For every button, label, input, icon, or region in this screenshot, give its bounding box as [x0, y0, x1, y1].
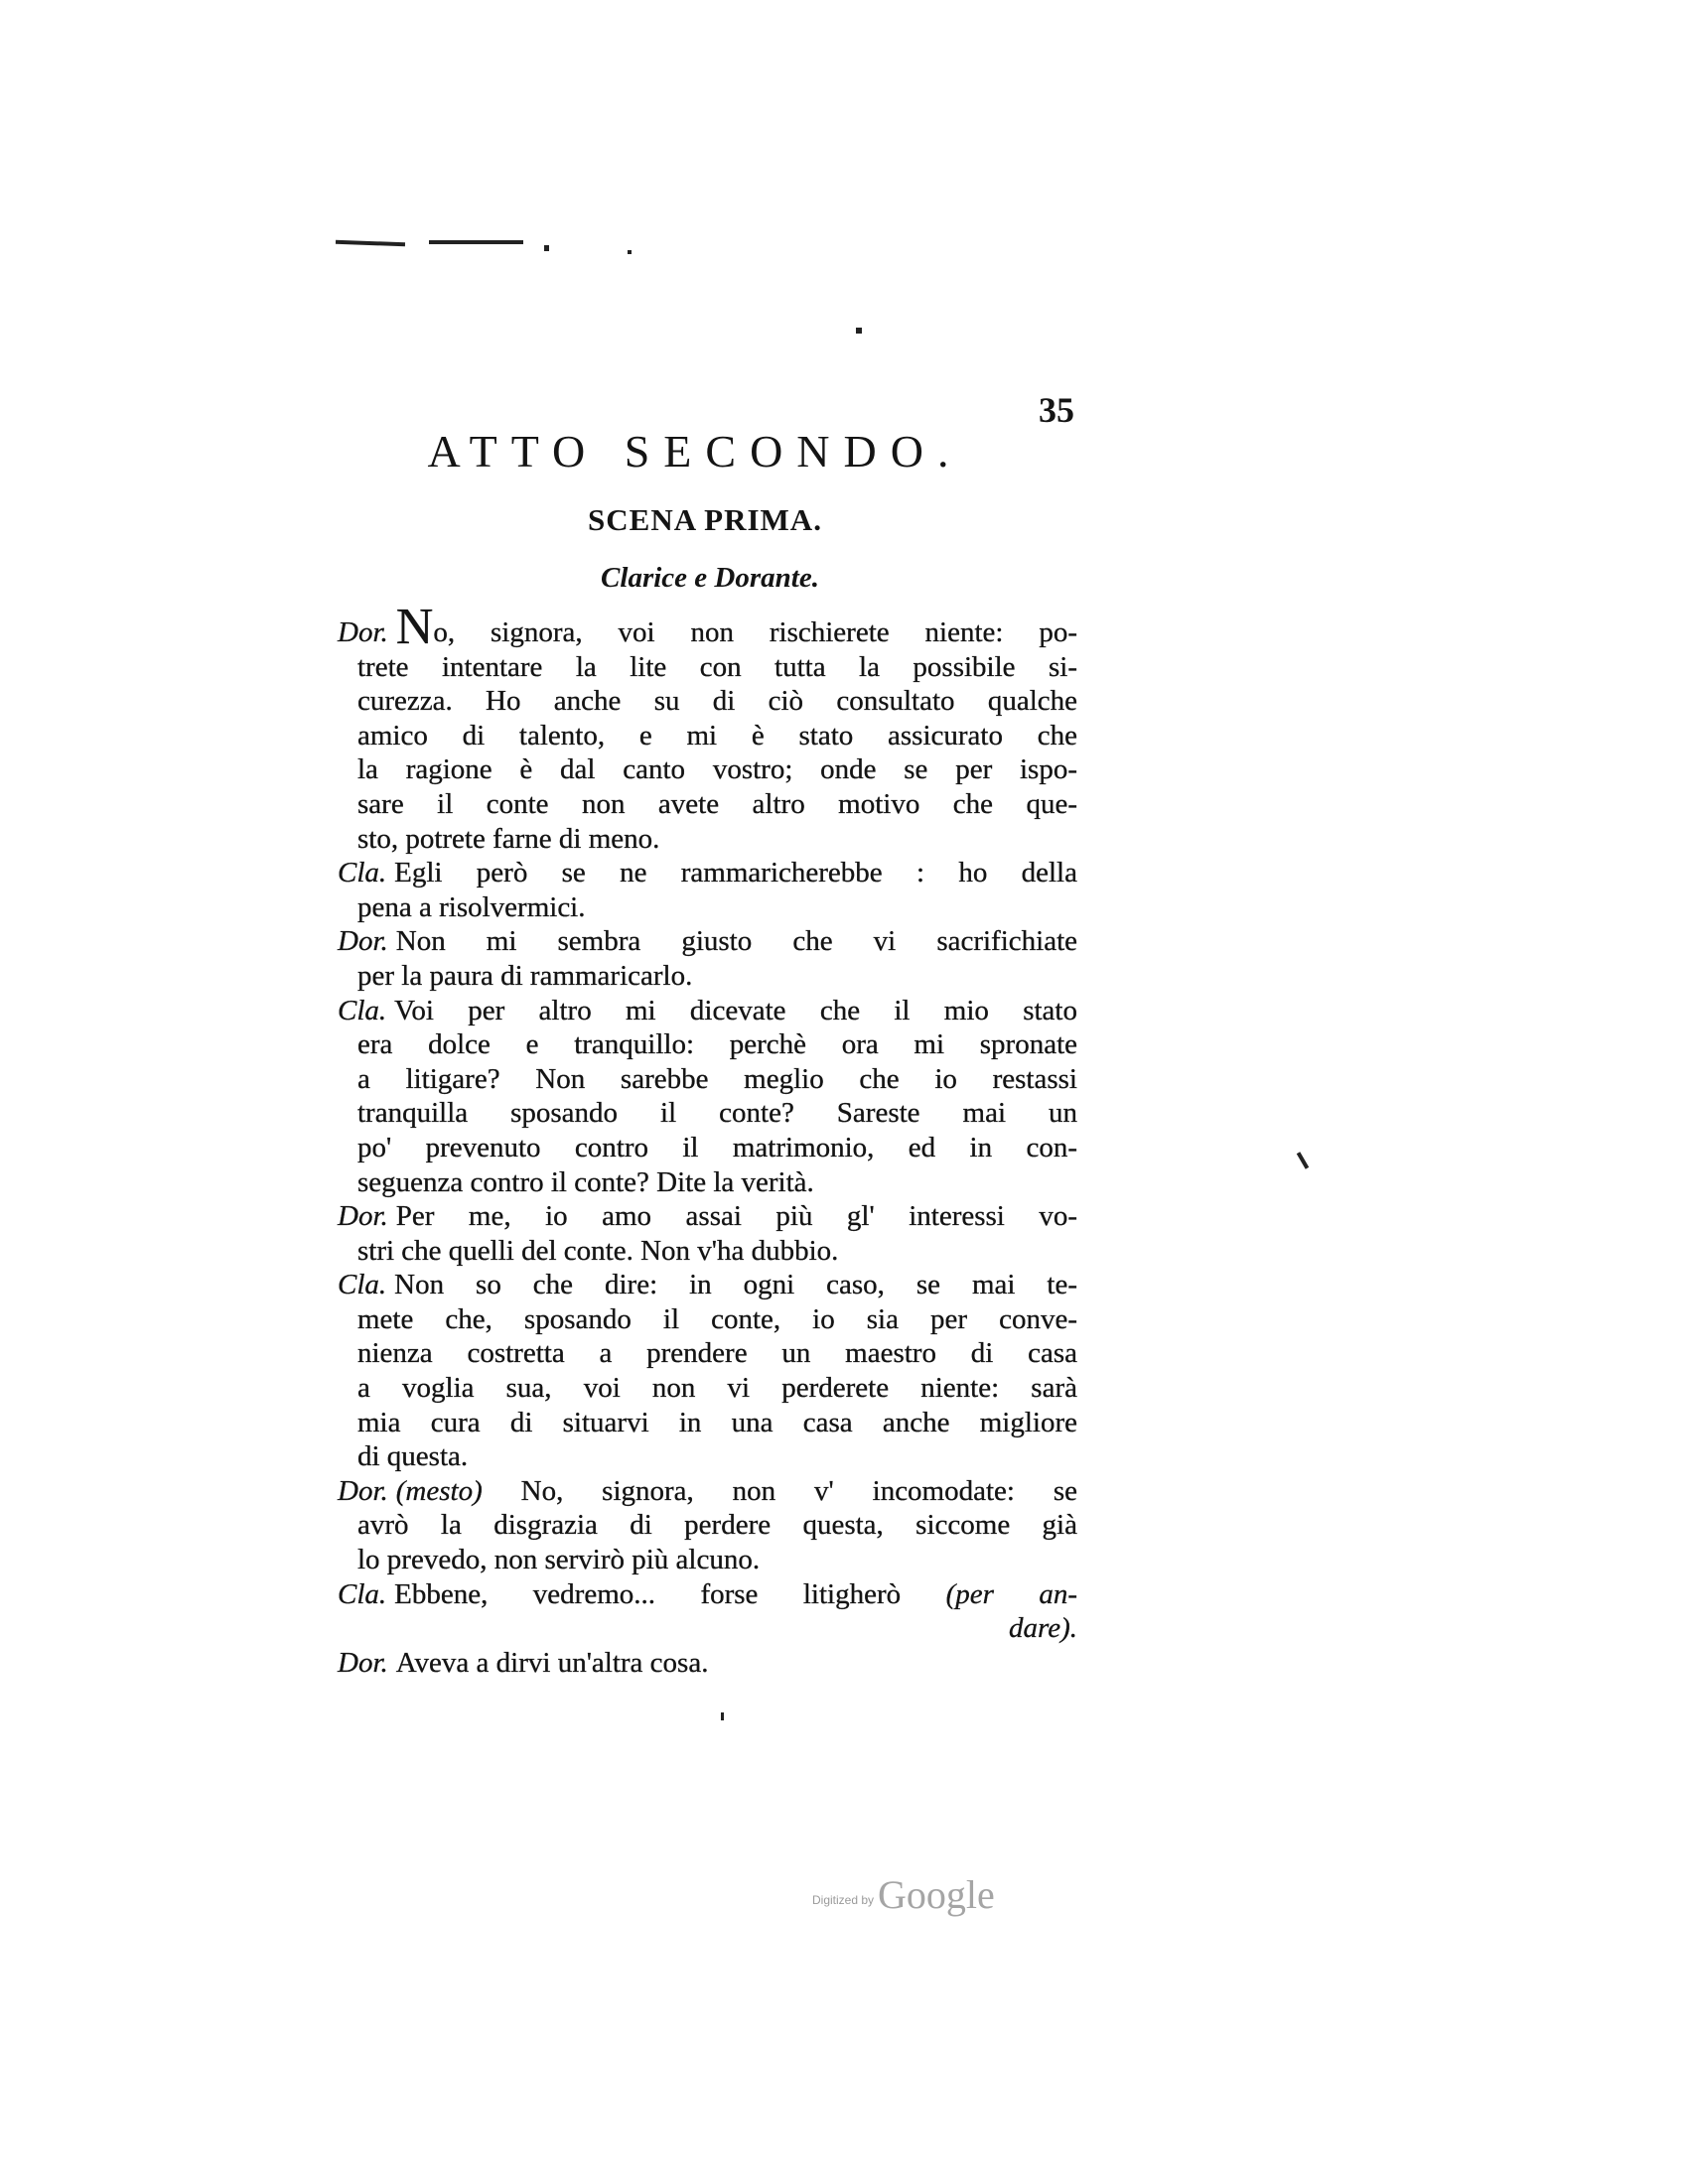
speech	[338, 599, 1077, 856]
text-line	[338, 994, 1077, 1028]
text-line	[357, 787, 1077, 822]
scan-mark	[628, 250, 632, 254]
line-text: trete intentare la lite con tutta la possibile si-	[357, 650, 1077, 683]
line-text: tranquilla sposando il conte? Sareste mai un	[357, 1097, 1077, 1130]
text-line	[338, 856, 1077, 890]
line-text: avrò la disgrazia di perdere questa, siccome già	[357, 1509, 1077, 1542]
watermark-prefix: Digitized by	[812, 1893, 875, 1907]
line-text: Voi per altro mi dicevate che il mio stato	[394, 994, 1077, 1026]
act-title: ATTO SECONDO.	[427, 426, 963, 477]
line-text: curezza. Ho anche su di ciò consultato qualche	[357, 685, 1077, 718]
speech	[338, 1268, 1077, 1474]
text-line	[338, 924, 1077, 959]
line-text: di questa.	[357, 1440, 469, 1473]
line-text: Egli però se ne rammaricherebbe : ho della	[394, 857, 1077, 889]
stage-direction: (mesto)	[395, 1474, 483, 1507]
speaker-label: Dor.	[338, 1646, 388, 1679]
line-text: mete che, sposando il conte, io sia per conve-	[357, 1302, 1077, 1335]
drop-cap: N	[395, 599, 434, 655]
line-text: la ragione è dal canto vostro; onde se per ispo-	[357, 753, 1077, 786]
text-line	[338, 1268, 1077, 1302]
speaker-label: Cla.	[338, 857, 387, 889]
text-line	[338, 1474, 1077, 1509]
speaker-label: Cla.	[338, 994, 387, 1026]
text-line	[357, 1508, 1077, 1543]
scan-mark	[721, 1712, 724, 1720]
scan-mark	[856, 328, 862, 334]
text-line	[357, 959, 1077, 994]
scan-mark	[1297, 1152, 1309, 1169]
line-text: per la paura di rammaricarlo.	[357, 959, 693, 992]
speech	[338, 1199, 1077, 1268]
speech	[338, 856, 1077, 924]
scene-title: SCENA PRIMA.	[588, 502, 822, 537]
text-line	[357, 1302, 1077, 1337]
text-line	[357, 1062, 1077, 1097]
scan-mark	[336, 240, 405, 246]
watermark-brand: Google	[878, 1872, 995, 1917]
line-text: Per me, io amo assai più gl' interessi vo-	[395, 1200, 1077, 1233]
line-text: Aveva a dirvi un'altra cosa.	[395, 1646, 709, 1679]
line-text: seguenza contro il conte? Dite la verità.	[357, 1165, 814, 1198]
scan-mark	[429, 240, 523, 244]
line-text: pena a risolvermici.	[357, 890, 586, 923]
line-text: lo prevedo, non servirò più alcuno.	[357, 1544, 761, 1576]
text-line	[357, 1131, 1077, 1165]
speaker-label: Cla.	[338, 1577, 387, 1610]
speech	[338, 924, 1077, 993]
text-line	[357, 1371, 1077, 1406]
text-line	[357, 1096, 1077, 1131]
scan-mark	[544, 245, 549, 251]
speaker-label: Cla.	[338, 1269, 387, 1301]
speech	[338, 1474, 1077, 1577]
line-text: po' prevenuto contro il matrimonio, ed in con-	[357, 1131, 1077, 1163]
stage-direction: (per an-	[945, 1577, 1077, 1610]
text-line	[357, 890, 1077, 925]
text-line	[357, 1439, 1077, 1474]
line-text: era dolce e tranquillo: perchè ora mi spronate	[357, 1028, 1077, 1061]
line-text: Ebbene, vedremo... forse litigherò	[394, 1577, 902, 1610]
text-line	[357, 822, 1077, 857]
line-text: a voglia sua, voi non vi perderete niente: sarà	[357, 1372, 1077, 1405]
text-line	[357, 650, 1077, 685]
line-text: a litigare? Non sarebbe meglio che io restassi	[357, 1062, 1077, 1095]
text-line	[357, 719, 1077, 753]
line-text: No, signora, non v' incomodate: se	[520, 1474, 1078, 1507]
digitized-by-google-watermark	[812, 1871, 995, 1918]
dialogue-text	[338, 599, 1078, 1680]
stage-direction: dare).	[1009, 1612, 1077, 1645]
text-line	[338, 1199, 1077, 1234]
line-text: sto, potrete farne di meno.	[357, 822, 660, 855]
line-text: nienza costretta a prendere un maestro di casa	[357, 1337, 1077, 1370]
speech	[338, 994, 1077, 1200]
text-line	[357, 1027, 1077, 1062]
line-text: sare il conte non avete altro motivo che que-	[357, 787, 1077, 820]
text-line	[357, 1543, 1077, 1577]
scene-characters: Clarice e Dorante.	[601, 562, 819, 594]
line-text: o, signora, voi non rischierete niente: po-	[433, 616, 1077, 648]
line-text: amico di talento, e mi è stato assicurato che	[357, 719, 1077, 751]
speech	[338, 1646, 1077, 1681]
speaker-label: Dor.	[338, 925, 388, 958]
text-line	[357, 1406, 1077, 1440]
text-line	[357, 752, 1077, 787]
speech	[338, 1577, 1077, 1646]
line-text: Non so che dire: in ogni caso, se mai te-	[394, 1269, 1077, 1301]
text-line	[357, 1165, 1077, 1200]
line-text: Non mi sembra giusto che vi sacrifichiate	[395, 925, 1077, 958]
text-line	[357, 1336, 1077, 1371]
line-text: stri che quelli del conte. Non v'ha dubbio.	[357, 1234, 839, 1267]
speaker-label: Dor.	[338, 616, 388, 648]
line-text: mia cura di situarvi in una casa anche migliore	[357, 1406, 1077, 1438]
page-number: 35	[1039, 390, 1074, 430]
text-line	[357, 684, 1077, 719]
text-line	[338, 1611, 1077, 1646]
text-line	[338, 1577, 1077, 1612]
text-line	[338, 599, 1077, 655]
speaker-label: Dor.	[338, 1200, 388, 1233]
speaker-label: Dor.	[338, 1474, 388, 1507]
text-line	[338, 1646, 1077, 1681]
text-line	[357, 1234, 1077, 1269]
